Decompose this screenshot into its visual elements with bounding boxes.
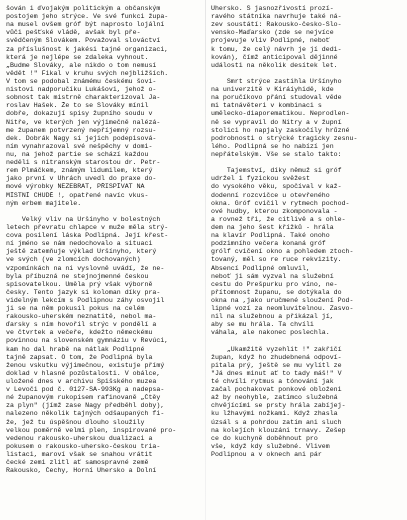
text-line (6, 208, 202, 216)
text-line: Tajemství, díky němuž si gróf (211, 167, 342, 175)
text-line: spisovatelkou. Uměla prý však výborně (6, 280, 153, 288)
text-line: projevuje vliv Podlipné, neboť (211, 37, 330, 45)
text-line: cova posilení láska Podlipná. Její křest- (6, 232, 169, 240)
text-line: ravého státníka navrhuje také ná- (211, 13, 342, 21)
text-line: té chvíli rytmus a tónování jak (211, 378, 334, 386)
text-line: tajně zapsat. O tom, že Podlipná byla (6, 353, 153, 361)
text-line: která je nejlépe se zdaleka vyhnout. (6, 53, 149, 61)
text-line: Velký vliv na Uršínyho v bolestných (6, 215, 161, 223)
right-text-column (211, 5, 404, 459)
text-line: byla příbuzná ne stejnojmenné českou (6, 272, 149, 280)
text-line: k tomu, že celý návrh je jí dedi- (211, 45, 342, 53)
text-line: mové výrobky NEZEBRAT, PŘISPÍVAT NA (6, 183, 145, 191)
text-line: „Budme Slováky, ale nikdo o tom nemusí (6, 61, 157, 69)
text-line: Absencí Podlipné omluvil, (211, 264, 310, 272)
text-line: Uhersko. S jasnozřivostí prozí- (211, 5, 334, 12)
text-line: stolici ho napjaly zaskočíly hrůzné (211, 126, 350, 134)
text-line: sobnost tak mistrně charakterizoval Ja- (6, 94, 161, 102)
text-line: šován i ďvojakým politickým a občanským (6, 5, 161, 12)
text-line: na musel ovšem gróf být naprosto lojální (6, 21, 165, 29)
text-line: grólf cvičení okno a pohledem ztoch- (211, 248, 354, 256)
text-line: tovaný, měl so re ruce rekvizity. (211, 256, 342, 264)
text-line: ve čtvrtek a večeře, kdežto německému (6, 329, 153, 337)
text-line: nu, na jehož partie se schází každou (6, 150, 149, 158)
text-line: do vysokého věku, spočíval v kaž- (211, 183, 342, 191)
text-line: pitala prý, ještě se mu vylítl ze (211, 361, 342, 369)
text-line: a rovnež tři, že citlivě a s ohle- (211, 215, 346, 223)
text-line: ve svých (ve zlomcích dochovaných) (6, 256, 141, 264)
text-line: V tom se podobal známému českému šovi- (6, 77, 157, 85)
text-line (211, 70, 404, 78)
text-line: až by neohyble, zatímco služebná (211, 394, 338, 402)
text-line: neděli s nitranským starostou dr. Petr- (6, 159, 161, 167)
text-line: vedenou rakousko-uherskou dualizaci a (6, 434, 153, 442)
text-line: nepřátelským. Vše se stalo takto: (211, 150, 342, 158)
text-line: na poručíkovo přání studoval věde (211, 94, 342, 102)
text-line: vůči pešťské vládě, avšak byl pře- (6, 29, 141, 37)
text-line: lipné vozí za neomluvitelnou. Zasvo- (211, 305, 354, 313)
text-line: začal pochakovat ponkové obloženi (211, 386, 342, 394)
text-line: rakousko-uherském neznatitě, nebol ma- (6, 313, 157, 321)
text-line: dodenní rozcvičce u otevřeného (211, 191, 330, 199)
text-line: „Ukamžitě vyzehlit !" zakřičí (211, 345, 342, 353)
page-fold (205, 0, 206, 520)
text-line: povinnou na slovenském gymnáziu v Revúci, (6, 337, 169, 345)
left-text-column (6, 5, 202, 475)
text-line: okna. Gróf cvičil v rytmech pochod- (211, 199, 350, 207)
text-line: aby se mu hrála. Ta chvíli (211, 321, 314, 329)
text-line: ným erbem majitele. (6, 199, 82, 207)
text-line: vědět !" Fikal v kruhu svých nejbližších. (6, 69, 169, 77)
text-line: že, jež tu úspěšnou dlouho sloužily (6, 418, 145, 426)
text-line: Rakousko, Čechy, Horní Uhersko a Dolní (6, 467, 157, 475)
text-line: ce do kuchyně doběhnout pro (211, 434, 318, 442)
text-line: umělecko-diaporematikou. Neprodlen- (211, 110, 350, 118)
text-line: svědčeným Slovákem. Považoval slováctví (6, 37, 161, 45)
text-line: né županovým rukopisem rafinovaně „Čtěy (6, 394, 161, 402)
text-line: podrobnosti o strýcké tragicky zesnu- (211, 134, 358, 142)
text-line: chvějícími se prsty hrála zabíjej- (211, 402, 346, 410)
text-line: župan, když ho zhudebnená odpoví- (211, 353, 342, 361)
text-line: postojem jeho strýce. Ve své funkci župa- (6, 13, 169, 21)
text-line: cestu do Prešpurku pro víno, ne- (211, 280, 338, 288)
text-line: vše, když kdy služebné. Vlivem (211, 442, 330, 450)
text-line: "Já dnes minut ať to tady máš!" V (211, 369, 342, 377)
text-line: neboť ji sám vyzval na služební (211, 272, 334, 280)
text-line (211, 159, 404, 167)
text-line (211, 337, 404, 345)
text-line: Nitře, ve kterých jen výjimečně nalézá- (6, 118, 161, 126)
text-line: dek. Dobrák Nagy si jejich podepisová- (6, 134, 157, 142)
text-line: na univerzitě v Kiráíyhidě, kde (211, 86, 334, 94)
text-line: uložené dnes v archivu Spišského muzea (6, 378, 157, 386)
text-line: kován), čímž anticipoval dějinné (211, 53, 338, 61)
text-line: mi tatnávěteri v kombinaci s (211, 102, 322, 110)
text-line: podzimního večera konaná gróf (211, 240, 326, 248)
text-line: listaci, maroví však se snahou vrátit (6, 451, 153, 459)
text-line: videlným lekcím s Podlipnou záhy osvojil (6, 296, 165, 304)
text-line: pokusem o rakousko-uhersko-českou tria- (6, 442, 161, 450)
text-line: letech převratu chlapce v muže měla strý- (6, 223, 169, 231)
text-line: dobře, dokazují spisy župního soudu v (6, 110, 153, 118)
text-line: Podlipnou a v oknech ani pár (211, 451, 322, 459)
text-line: váhala, ale nakonec poslechla. (211, 329, 330, 337)
text-line: nistovi nadporučíku Lukášovi, jehož o- (6, 86, 157, 94)
text-line: čecké zemi zlitl ať samospravné země (6, 459, 149, 467)
text-line: udržel i fyzickou svěžest (211, 175, 310, 183)
text-line: události na několik desítek let. (211, 61, 338, 69)
text-line: Smrt strýce zastihla Uršínyho (211, 77, 342, 85)
text-line: zev soustátí: Rakousko-česko-Slo- (211, 21, 342, 29)
text-line: ďarsky s ním hovořil strýc v pondělí a (6, 321, 157, 329)
text-line: velkou poměrně velmi plen, inspirované pro- (6, 426, 177, 434)
text-line: na kolejích klouzáni trnavy. Zešep (211, 426, 346, 434)
text-line: me županem potvrzený nepříjemný rozsu- (6, 126, 157, 134)
text-line: ještě zatemňuje výklad Uršínyho, který (6, 248, 157, 256)
text-line: ku lžhavými nožkami. Když zhasla (211, 410, 338, 418)
text-line: nalezeno několik tajných odšaupaných fi- (6, 410, 165, 418)
text-line: doklad v hlasné pozůstalosti. V obálce, (6, 369, 161, 377)
text-line: nil na služebnou a přikázal jí, (211, 313, 334, 321)
text-line: na klavír Podlipná. Také onoho (211, 232, 330, 240)
text-line: ní jméno se nám nedochovalo a situaci (6, 240, 153, 248)
text-line: dem na jeho šest křížků - hrála (211, 223, 334, 231)
text-line: jako první v Uhrách uvedl do praxe do- (6, 175, 157, 183)
text-line: vzpomínkách na ni vyslovně uvádí, že ne- (6, 264, 165, 272)
text-line: rem Plmáčkem, známým lidumilem, který (6, 167, 153, 175)
text-line: ně se vypravil do Nitry a v župní (211, 118, 342, 126)
text-line: za příslušnost k jakési tajné organizaci, (6, 45, 169, 53)
text-line: za plyn" (jímž zase Nagy předběhl doby), (6, 402, 165, 410)
text-line: kam ho dal hrabě na nátlak Podlipné (6, 345, 145, 353)
text-line: roslav Hašek. Že to se Slovákу mínil (6, 102, 149, 110)
text-line: úzsál s a pohrdou zatím ani sluch (211, 418, 342, 426)
text-line: ové hudby, kterou zkomponovala - (211, 207, 338, 215)
text-line: v Levoči pod č. 0127-SA-993Kg a nadepsa- (6, 386, 165, 394)
text-line: ženou vskutku výjimečnou, existuje přímý (6, 361, 165, 369)
text-line: ním vynahrazoval své nešpěchy v domi- (6, 142, 153, 150)
text-line: vensko-Maďarsko (zde se nejvíce (211, 29, 334, 37)
text-line: ji se na něm pokusil pokus na celém (6, 305, 145, 313)
text-line: lého. Podlipná se ho nabízí jen (211, 142, 334, 150)
text-line: okna na ,jako uručmené sloužení Pod- (211, 296, 354, 304)
text-line: přítomnost županu, se dotýkala do (211, 288, 342, 296)
text-line: MÍSTNÍ CHUDÉ !, opatřené navíc vkus- (6, 191, 149, 199)
text-line: česky. Tento jazyk si koloman díky pra- (6, 288, 161, 296)
